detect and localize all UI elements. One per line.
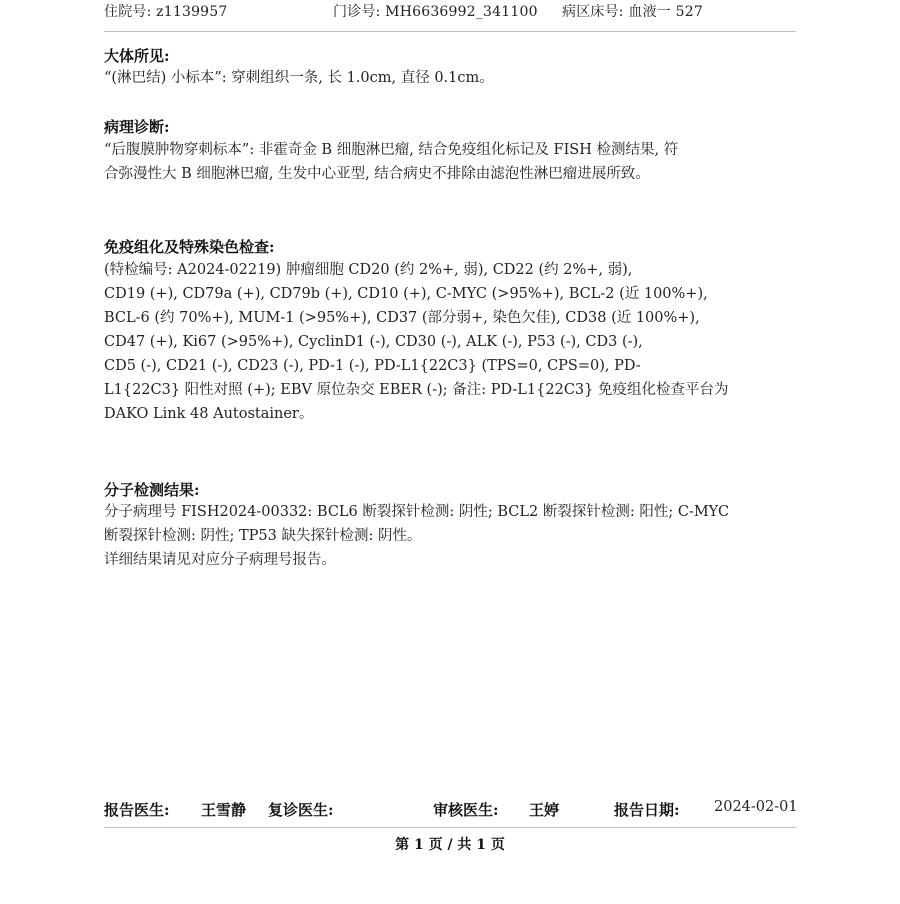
text-line: CD19 (+), CD79a (+), CD79b (+), CD10 (+), C-MYC (>95%+), BCL-2 (近 100%+),	[104, 286, 708, 302]
report-date-label: 报告日期:	[614, 801, 680, 819]
report-doctor-label: 报告医生:	[104, 801, 170, 819]
text-line: L1{22C3} 阳性对照 (+); EBV 原位杂交 EBER (-); 备注: PD-L1{22C3} 免疫组化检查平台为	[104, 382, 729, 398]
report-date: 2024-02-01	[714, 799, 798, 815]
diagnosis-title: 病理诊断:	[104, 118, 170, 136]
header-divider	[104, 31, 796, 32]
text-line: 分子病理号 FISH2024-00332: BCL6 断裂探针检测: 阴性; BCL2 断裂探针检测: 阳性; C-MYC	[104, 504, 730, 520]
inpatient-number: 住院号: z1139957	[104, 4, 228, 20]
diagnosis-text	[104, 138, 796, 186]
text-line: “后腹膜肿物穿刺标本”: 非霍奇金 B 细胞淋巴瘤, 结合免疫组化标记及 FISH 检测结果, 符	[104, 142, 679, 158]
text-line: CD5 (-), CD21 (-), CD23 (-), PD-1 (-), PD-L1{22C3} (TPS=0, CPS=0), PD-	[104, 358, 641, 374]
gross-findings-title: 大体所见:	[104, 47, 170, 65]
text-line: 详细结果请见对应分子病理号报告。	[104, 552, 336, 568]
page-number: 第 1 页 / 共 1 页	[395, 837, 505, 853]
footer-divider	[104, 827, 796, 828]
audit-doctor-label: 审核医生:	[433, 801, 499, 819]
molecular-text	[104, 500, 796, 572]
ward-bed-number: 病区床号: 血液一 527	[562, 4, 703, 20]
outpatient-number: 门诊号: MH6636992_341100	[333, 4, 538, 20]
ihc-title: 免疫组化及特殊染色检查:	[104, 238, 275, 256]
report-doctor-name: 王雪静	[201, 801, 247, 819]
text-line: 合弥漫性大 B 细胞淋巴瘤, 生发中心亚型, 结合病史不排除由滤泡性淋巴瘤进展所致。	[104, 166, 650, 182]
text-line: (特检编号: A2024-02219) 肿瘤细胞 CD20 (约 2%+, 弱), CD22 (约 2%+, 弱),	[104, 262, 633, 278]
ihc-text	[104, 258, 796, 426]
molecular-title: 分子检测结果:	[104, 481, 200, 499]
text-line: “(淋巴结) 小标本”: 穿刺组织一条, 长 1.0cm, 直径 0.1cm。	[104, 70, 494, 86]
gross-findings-text	[104, 66, 796, 90]
text-line: DAKO Link 48 Autostainer。	[104, 406, 314, 422]
text-line: BCL-6 (约 70%+), MUM-1 (>95%+), CD37 (部分弱+, 染色欠佳), CD38 (近 100%+),	[104, 310, 700, 326]
text-line: CD47 (+), Ki67 (>95%+), CyclinD1 (-), CD30 (-), ALK (-), P53 (-), CD3 (-),	[104, 334, 643, 350]
audit-doctor-name: 王婷	[529, 801, 560, 819]
review-doctor-label: 复诊医生:	[268, 801, 334, 819]
text-line: 断裂探针检测: 阴性; TP53 缺失探针检测: 阴性。	[104, 528, 422, 544]
